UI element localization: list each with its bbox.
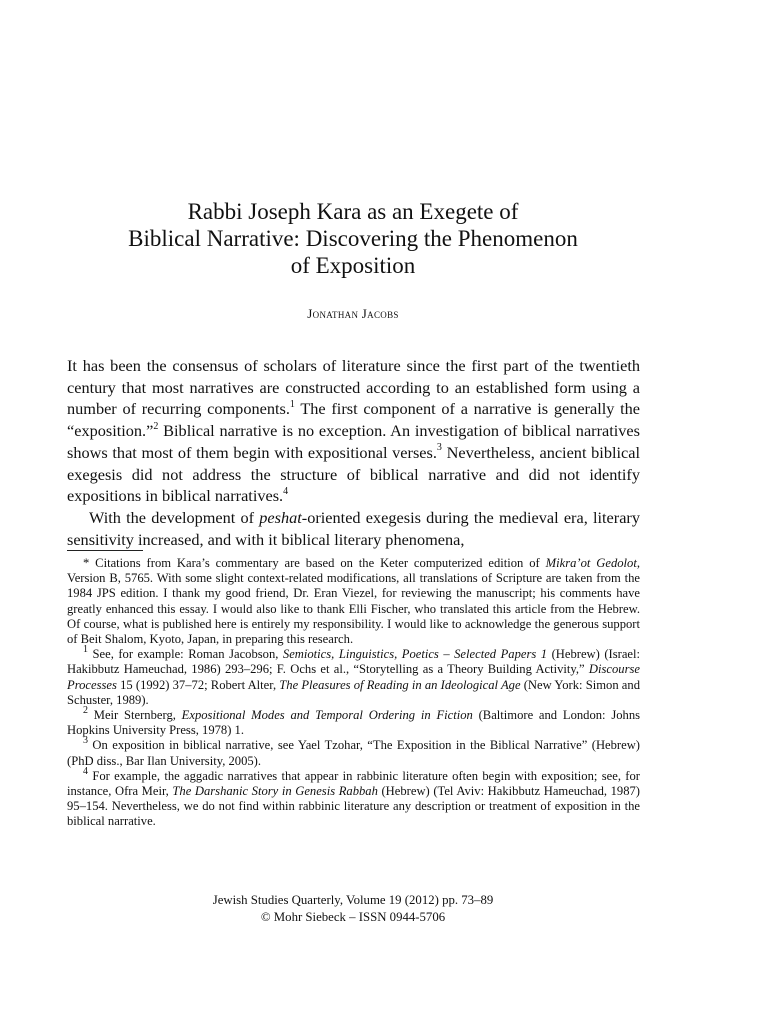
text-run: (New York: Simon and Schuster, 1989). (67, 677, 640, 707)
footnote-3 (67, 735, 640, 768)
text-run: Nevertheless, ancient biblical exegesis did not address the structure of biblical narrative and did not identify expositions in biblical narratives. (67, 442, 640, 506)
text-run: For example, the aggadic narratives that appear in rabbinic literature often begin with exposition; see, for instance, Ofra Meir, (67, 768, 640, 799)
text-run: -oriented exegesis during the medieval era, literary sensitivity increased, and with it biblical literary phenomena, (67, 507, 640, 549)
footnote-2 (67, 704, 641, 738)
footnote-ref[interactable]: 1 (289, 398, 295, 410)
italic-title: Mikra’ot Gedolot (545, 556, 637, 570)
footnote-mark: * (83, 556, 90, 570)
title-line: Rabbi Joseph Kara as an Exegete of (187, 199, 519, 224)
text-run: With the development of (89, 507, 260, 527)
italic-title: The Pleasures of Reading in an Ideological Age (279, 677, 521, 692)
italic-title: Expositional Modes and Temporal Ordering in Fiction (181, 708, 473, 723)
title-line: Biblical Narrative: Discovering the Phenomenon (128, 226, 578, 251)
italic-title: The Darshanic Story in Genesis Rabbah (172, 784, 378, 799)
body-text (67, 355, 640, 550)
text-run: It has been the consensus of scholars of literature since the first part of the twentieth century that most narratives are constructed according to an established form using a number of recurring components. (67, 356, 640, 419)
footnote-ref[interactable]: 4 (283, 485, 289, 497)
article-title (0, 198, 706, 279)
text-run: (Hebrew) (Israel: Hakibbutz Hameuchad, 1986) 293–296; F. Ochs et al., “Storytelling as a Theory Building Activity,” (67, 647, 640, 677)
text-run: Citations from Kara’s commentary are based on the Keter computerized edition of (89, 556, 546, 570)
author-name: Jonathan Jacobs (307, 306, 399, 321)
text-run: (Baltimore and London: Johns Hopkins University Press, 1978) 1. (67, 708, 641, 738)
text-run: Biblical narrative is no exception. An investigation of biblical narratives shows that most of them begin with expositional verses. (67, 421, 640, 462)
footnote-1 (67, 644, 640, 708)
text-run: Meir Sternberg, (88, 708, 182, 723)
title-block (0, 198, 706, 322)
italic-term: peshat (259, 507, 302, 527)
italic-title: Discourse Processes (67, 662, 640, 692)
italic-title: Semiotics, Linguistics, Poetics – Selected Papers 1 (282, 647, 548, 662)
footnote-ref[interactable]: 3 (436, 442, 442, 454)
footnote-divider (67, 550, 143, 551)
footnote-ref[interactable]: 2 (153, 420, 159, 432)
footnotes (67, 556, 640, 830)
text-run: The first component of a narrative is generally the “exposition.” (67, 399, 641, 441)
paragraph (67, 355, 640, 507)
footnote-star (67, 556, 640, 647)
text-run: On exposition in biblical narrative, see Yael Tzohar, “The Exposition in the Biblical Narrative” (Hebrew) (PhD diss., Bar Ilan University, 2005). (67, 738, 640, 768)
footnote-mark: 2 (83, 704, 88, 716)
footnote-mark: 1 (83, 644, 88, 656)
title-line: of Exposition (290, 253, 416, 278)
paragraph (67, 507, 640, 550)
text-run: , Version B, 5765. With some slight context-related modifications, all translations of Scripture are taken from the 1984 JPS edition. I thank my good friend, Dr. Eran Viezel, for reviewing the manuscript; his comments have greatly enhanced this essay. I would also like to thank Elli Fischer, who translated this article from the Hebrew. Of course, what is published here is entirely my responsibility. I would like to acknowledge the generous support of Beit Shalom, Kyoto, Japan, in preparing this research. (67, 556, 640, 647)
text-run: 15 (1992) 37–72; Robert Alter, (116, 677, 280, 692)
journal-citation: Jewish Studies Quarterly, Volume 19 (2012) pp. 73–89 (212, 893, 494, 907)
copyright-line: © Mohr Siebeck – ISSN 0944-5706 (260, 909, 446, 924)
text-run: (Hebrew) (Tel Aviv: Hakibbutz Hameuchad, 1987) 95–154. Nevertheless, we do not find within rabbinic literature any description or treatment of exposition in the biblical narrative. (67, 784, 641, 829)
journal-footer (0, 892, 706, 925)
footnote-mark: 3 (83, 735, 88, 747)
footnote-mark: 4 (83, 765, 88, 777)
footnote-4 (67, 765, 641, 830)
text-run: See, for example: Roman Jacobson, (88, 647, 283, 662)
